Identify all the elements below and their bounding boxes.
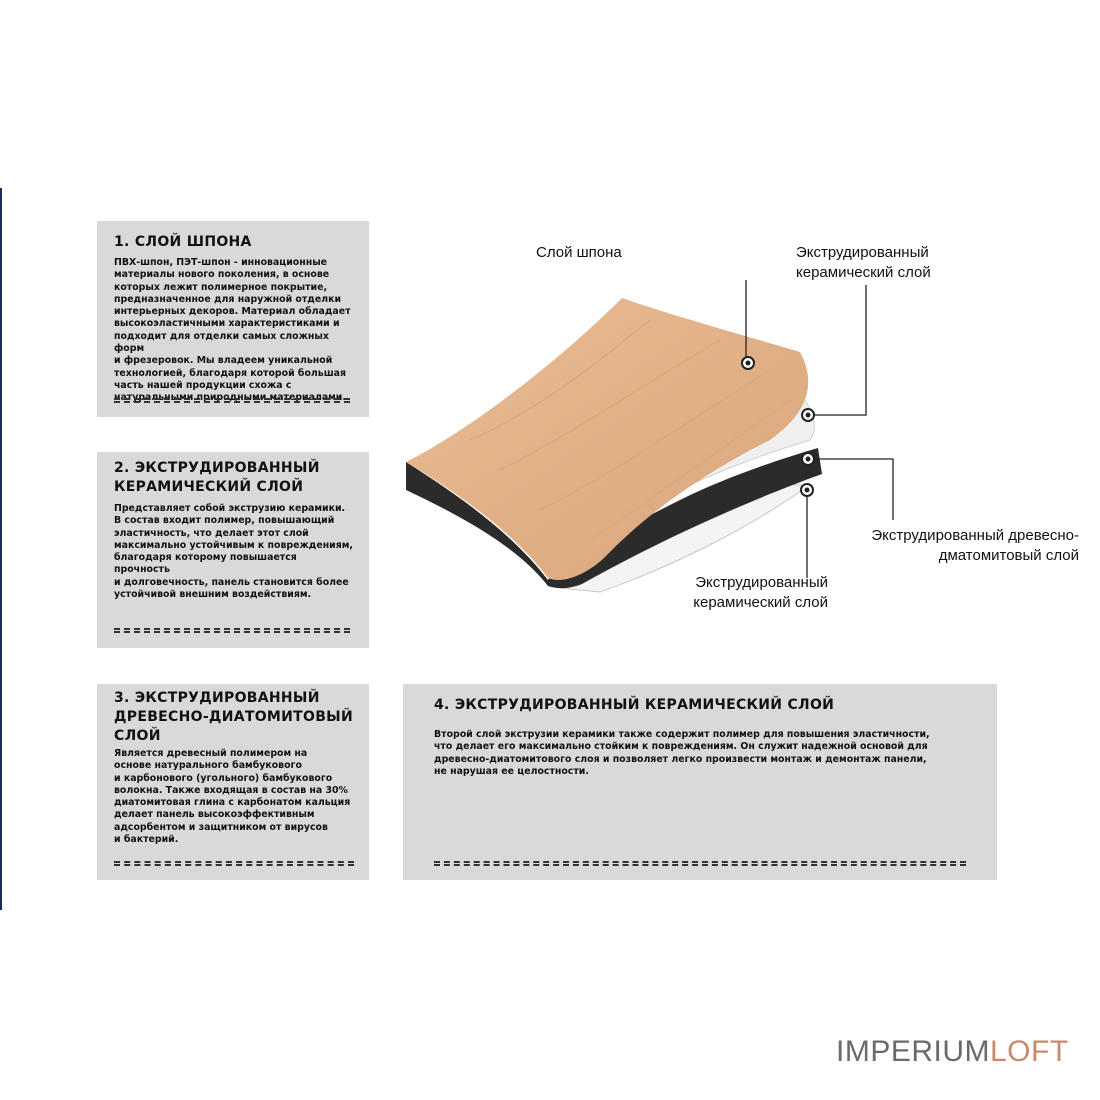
- left-border-line: [0, 188, 2, 910]
- logo-part-imperium: IMPERIUM: [836, 1035, 990, 1068]
- dashed-divider: [434, 861, 966, 863]
- label-ceramic-top: Экструдированный керамический слой: [796, 244, 931, 281]
- veneer-layer: [406, 298, 808, 580]
- card-ceramic-layer: [97, 452, 369, 648]
- card-text: Представляет собой экструзию керамики. В состав входит полимер, повышающий эластичность, что делает этот слой максимально устойчивым к повреждениям, благодаря которому повышается прочность и долговечность, панель становится более устойчивой внешним воздействиям.: [114, 503, 353, 601]
- label-veneer: Слой шпона: [536, 244, 622, 261]
- card-veneer-layer: [97, 221, 369, 417]
- card-text: Второй слой экструзии керамики также содержит полимер для повышения эластичности, что делает его максимально стойким к повреждениям. Он служит надежной основой для древесно-диатомитового слоя и позволяет легко произвести монтаж и демонтаж панели, не нарушая ее целостности.: [434, 729, 930, 777]
- core-leader-line: [814, 459, 893, 520]
- card-text: Является древесный полимером на основе натурального бамбукового и карбонового (угольного) бамбукового волокна. Также входящая в состав на 30% диатомитовая глина с карбонатом кальция делает панель высокоэффективным адсорбентом и защитником от вирусов и бактерий.: [114, 748, 351, 846]
- label-wood-diatomite: Экструдированный древесно- дматомитовый слой: [871, 527, 1079, 564]
- logo-part-loft: LOFT: [990, 1035, 1069, 1068]
- card-ceramic-base-layer: [403, 684, 997, 880]
- dashed-divider: [114, 628, 350, 630]
- imperium-loft-logo: [836, 1035, 1069, 1069]
- card-title: 3. ЭКСТРУДИРОВАННЫЙ ДРЕВЕСНО-ДИАТОМИТОВЫЙ СЛОЙ: [114, 690, 353, 744]
- panel-layers-diagram: [390, 280, 910, 600]
- dashed-divider: [114, 861, 354, 863]
- card-title: 2. ЭКСТРУДИРОВАННЫЙ КЕРАМИЧЕСКИЙ СЛОЙ: [114, 460, 320, 495]
- dashed-divider: [114, 398, 350, 400]
- card-text: ПВХ-шпон, ПЭТ-шпон - инновационные материалы нового поколения, в основе которых лежит полимерное покрытие, предназначенное для наружной отделки интерьерных декоров. Материал обладает высокоэластичными характеристиками и подходит для отделки самых сложных форм и фрезеровок. Мы владеем уникальной технологией, благодаря которой большая часть нашей продукции схожа с натуральными природными материалами.: [114, 257, 351, 404]
- card-title: 4. ЭКСТРУДИРОВАННЫЙ КЕРАМИЧЕСКИЙ СЛОЙ: [434, 697, 835, 713]
- ceramic-top-leader-line: [814, 285, 866, 415]
- card-title: 1. СЛОЙ ШПОНА: [114, 234, 252, 250]
- card-wood-diatomite-layer: [97, 684, 369, 880]
- label-ceramic-bottom: Экструдированный керамический слой: [693, 574, 828, 611]
